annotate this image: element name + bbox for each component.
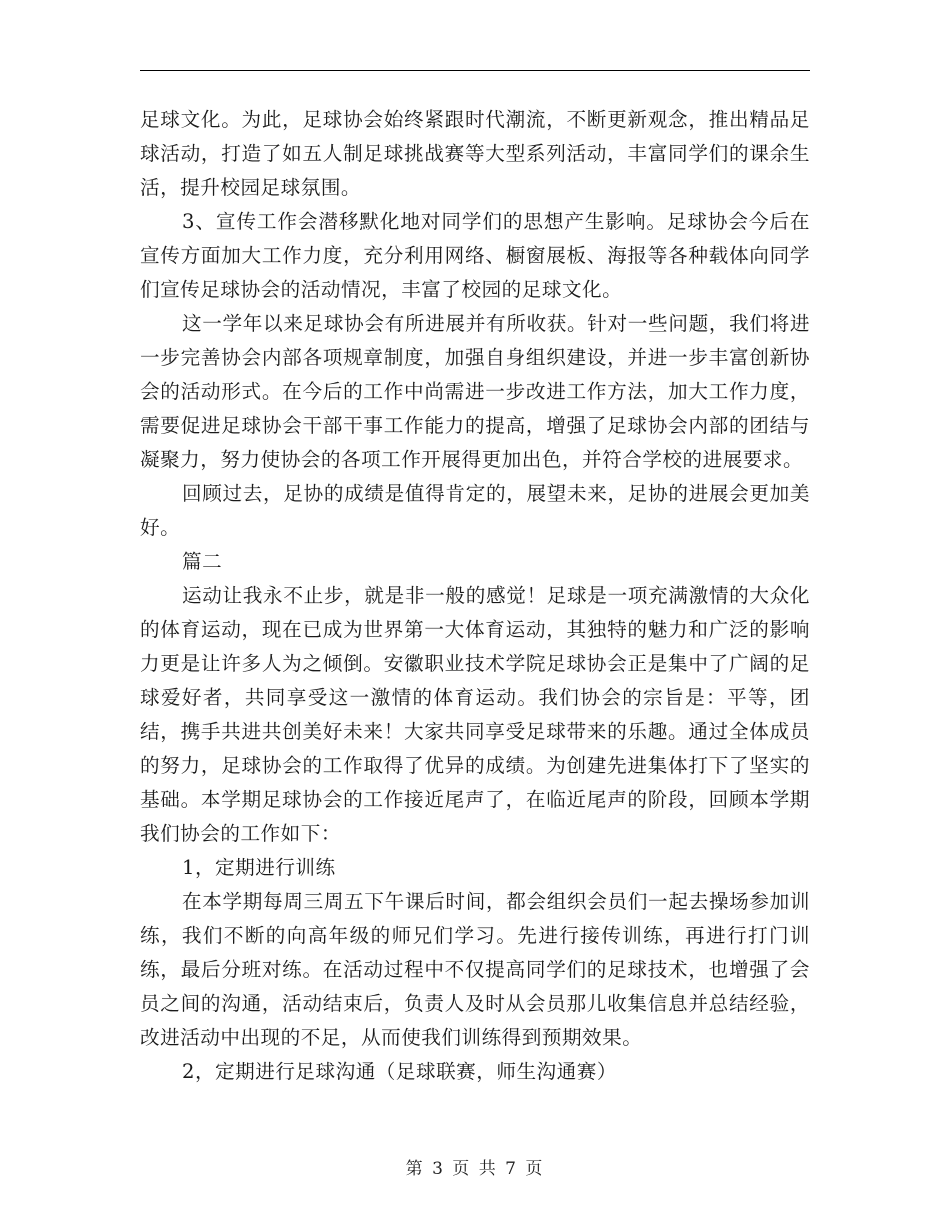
paragraph-3: 这一学年以来足球协会有所进展并有所收获。针对一些问题，我们将进一步完善协会内部各项规章制度，加强自身组织建设，并进一步丰富创新协会的活动形式。在今后的工作中尚需进一步改进工作方法，加大工作力度，需要促进足球协会干部干事工作能力的提高，增强了足球协会内部的团结与凝聚力，努力使协会的各项工作开展得更加出色，并符合学校的进展要求。 [140, 312, 810, 471]
paragraph-1: 足球文化。为此，足球协会始终紧跟时代潮流，不断更新观念，推出精品足球活动，打造了如五人制足球挑战赛等大型系列活动，丰富同学们的课余生活，提升校园足球氛围。 [140, 108, 810, 199]
page-number: 第 3 页 共 7 页 [405, 1159, 545, 1179]
paragraph-5: 运动让我永不止步，就是非一般的感觉！足球是一项充满激情的大众化的体育运动，现在已成为世界第一大体育运动，其独特的魅力和广泛的影响力更是让许多人为之倾倒。安徽职业技术学院足球协会正是集中了广阔的足球爱好者，共同享受这一激情的体育运动。我们协会的宗旨是：平等，团结，携手共进共创美好未来！大家共同享受足球带来的乐趣。通过全体成员的努力，足球协会的工作取得了优异的成绩。为创建先进集体打下了坚实的基础。本学期足球协会的工作接近尾声了，在临近尾声的阶段，回顾本学期我们协会的工作如下： [140, 584, 810, 845]
document-body [140, 103, 810, 1089]
paragraph-6: 在本学期每周三周五下午课后时间，都会组织会员们一起去操场参加训练，我们不断的向高年级的师兄们学习。先进行接传训练，再进行打门训练，最后分班对练。在活动过程中不仅提高同学们的足球技术，也增强了会员之间的沟通，活动结束后，负责人及时从会员那儿收集信息并总结经验，改进活动中出现的不足，从而使我们训练得到预期效果。 [140, 890, 810, 1049]
paragraph-4: 回顾过去，足协的成绩是值得肯定的，展望未来，足协的进展会更加美好。 [140, 482, 810, 539]
header-rule [140, 70, 810, 71]
item-heading-1: 1，定期进行训练 [182, 856, 336, 879]
item-heading-2: 2，定期进行足球沟通（足球联赛，师生沟通赛） [182, 1060, 617, 1083]
section-heading: 篇二 [182, 550, 223, 573]
paragraph-2: 3、宣传工作会潜移默化地对同学们的思想产生影响。足球协会今后在宣传方面加大工作力度，充分利用网络、橱窗展板、海报等各种载体向同学们宣传足球协会的活动情况，丰富了校园的足球文化。 [140, 210, 810, 301]
